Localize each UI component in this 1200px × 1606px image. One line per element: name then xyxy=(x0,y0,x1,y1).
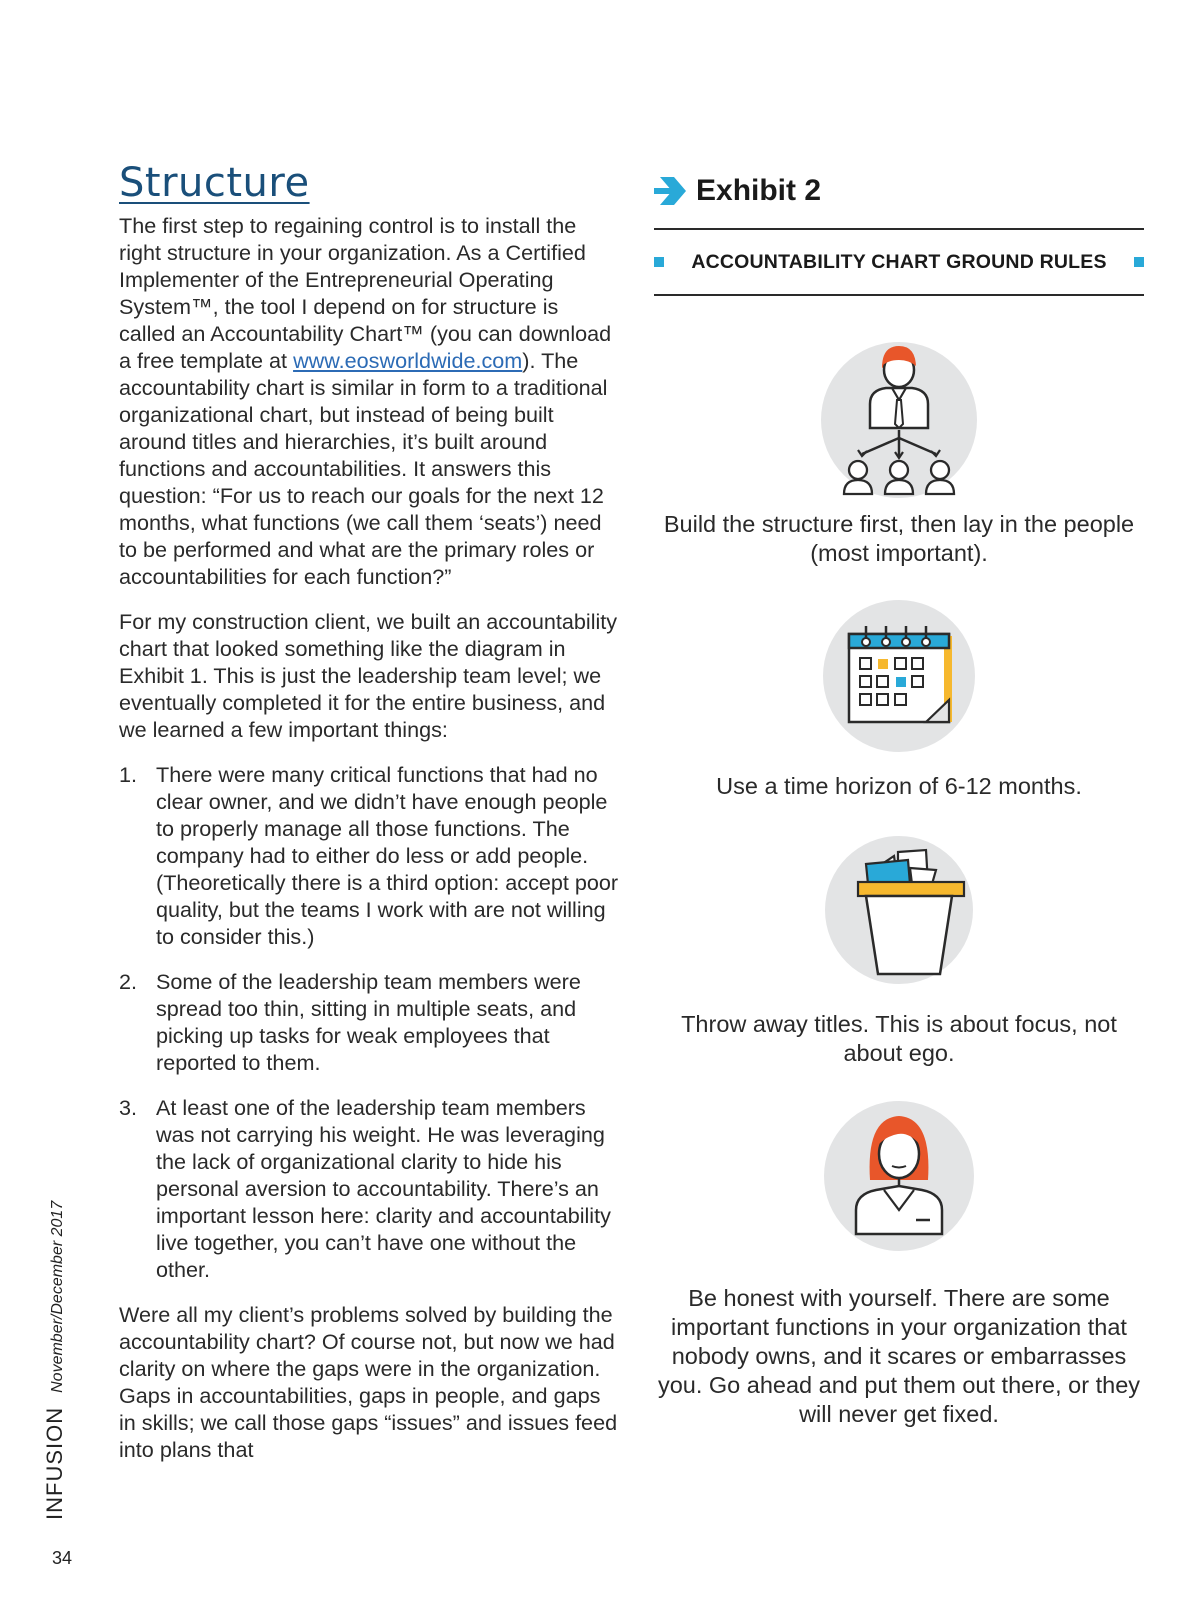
section-heading: Structure xyxy=(119,160,310,206)
list-number: 3. xyxy=(119,1095,138,1120)
paragraph-1 xyxy=(119,212,619,590)
eosworldwide-link[interactable]: www.eosworldwide.com xyxy=(293,348,523,373)
list-text: Some of the leadership team members were spread too thin, sitting in multiple seats, and picking up tasks for weak employees that reported to them. xyxy=(156,969,581,1075)
rule-item xyxy=(654,834,1144,1068)
issue-date: November/December 2017 xyxy=(49,1200,66,1393)
square-bullet-icon xyxy=(654,257,664,267)
rule-caption: Throw away titles. This is about focus, not about ego. xyxy=(681,1011,1117,1066)
list-text: There were many critical functions that had no clear owner, and we didn’t have enough people to properly manage all those functions. The company had to either do less or add people. (Theoretically there is a third option: accept poor quality, but the teams I work with are not willing to consider this.) xyxy=(156,762,619,949)
paragraph-2: For my construction client, we built an accountability chart that looked something like the diagram in Exhibit 1. This is just the leadership team level; we eventually completed it for the entire business, and we learned a few important things: xyxy=(119,609,618,742)
list-item xyxy=(119,1094,619,1283)
square-bullet-icon xyxy=(1134,257,1144,267)
paragraph-1-text-a: The first step to regaining control is to install the right structure in your organization. As a Certified Implementer of the Entrepreneurial Operating System™, the tool I depend on for structure is called an Accountability Chart™ (you can download a free template at xyxy=(119,213,612,373)
rule-caption: Use a time horizon of 6-12 months. xyxy=(716,773,1082,799)
ground-rules-title: ACCOUNTABILITY CHART GROUND RULES xyxy=(691,250,1107,273)
page-number: 34 xyxy=(52,1548,73,1568)
list-number: 2. xyxy=(119,969,138,994)
bottom-rule xyxy=(654,294,1144,296)
rule-item xyxy=(654,338,1144,568)
list-item xyxy=(119,761,619,950)
exhibit-header xyxy=(654,168,1144,214)
ground-rules-banner xyxy=(654,230,1144,294)
exhibit-panel xyxy=(654,168,1144,1427)
rule-item xyxy=(654,596,1144,801)
org-chart-icon xyxy=(814,338,984,498)
calendar-icon xyxy=(814,596,984,756)
trash-bin-icon xyxy=(814,834,984,984)
arrow-right-icon xyxy=(654,173,690,209)
list-text: At least one of the leadership team members was not carrying his weight. He was leveraging the lack of organizational clarity to hide his personal aversion to accountability. There’s an important lesson here: clarity and accountability live together, you can’t have one without the other. xyxy=(156,1095,611,1282)
paragraph-1-text-b: ). The accountability chart is similar in form to a traditional organizational chart, but instead of being built around titles and hierarchies, it’s built around functions and accountabilities. It answers this question: “For us to reach our goals for the next 12 months, what functions (we call them ‘seats’) need to be performed and what are the primary roles or accountabilities for each function?” xyxy=(119,348,608,589)
numbered-list xyxy=(119,761,619,1283)
rule-caption: Be honest with yourself. There are some important functions in your organization that nobody owns, and it scares or embarrasses you. Go ahead and put them out there, or they will never get fixed. xyxy=(657,1285,1141,1427)
rule-caption: Build the structure first, then lay in the people (most important). xyxy=(663,511,1135,566)
paragraph-3: Were all my client’s problems solved by building the accountability chart? Of course not, but now we had clarity on where the gaps were in the organization. Gaps in accountabilities, gaps in people, and gaps in skills; we call those gaps “issues” and issues feed into plans that xyxy=(119,1302,618,1462)
article-column xyxy=(119,160,619,1481)
list-number: 1. xyxy=(119,762,138,787)
magazine-name: INFUSION xyxy=(42,1406,67,1520)
rule-item xyxy=(654,1098,1144,1429)
person-icon xyxy=(814,1098,984,1258)
exhibit-title: Exhibit 2 xyxy=(696,174,822,207)
list-item xyxy=(119,968,619,1076)
